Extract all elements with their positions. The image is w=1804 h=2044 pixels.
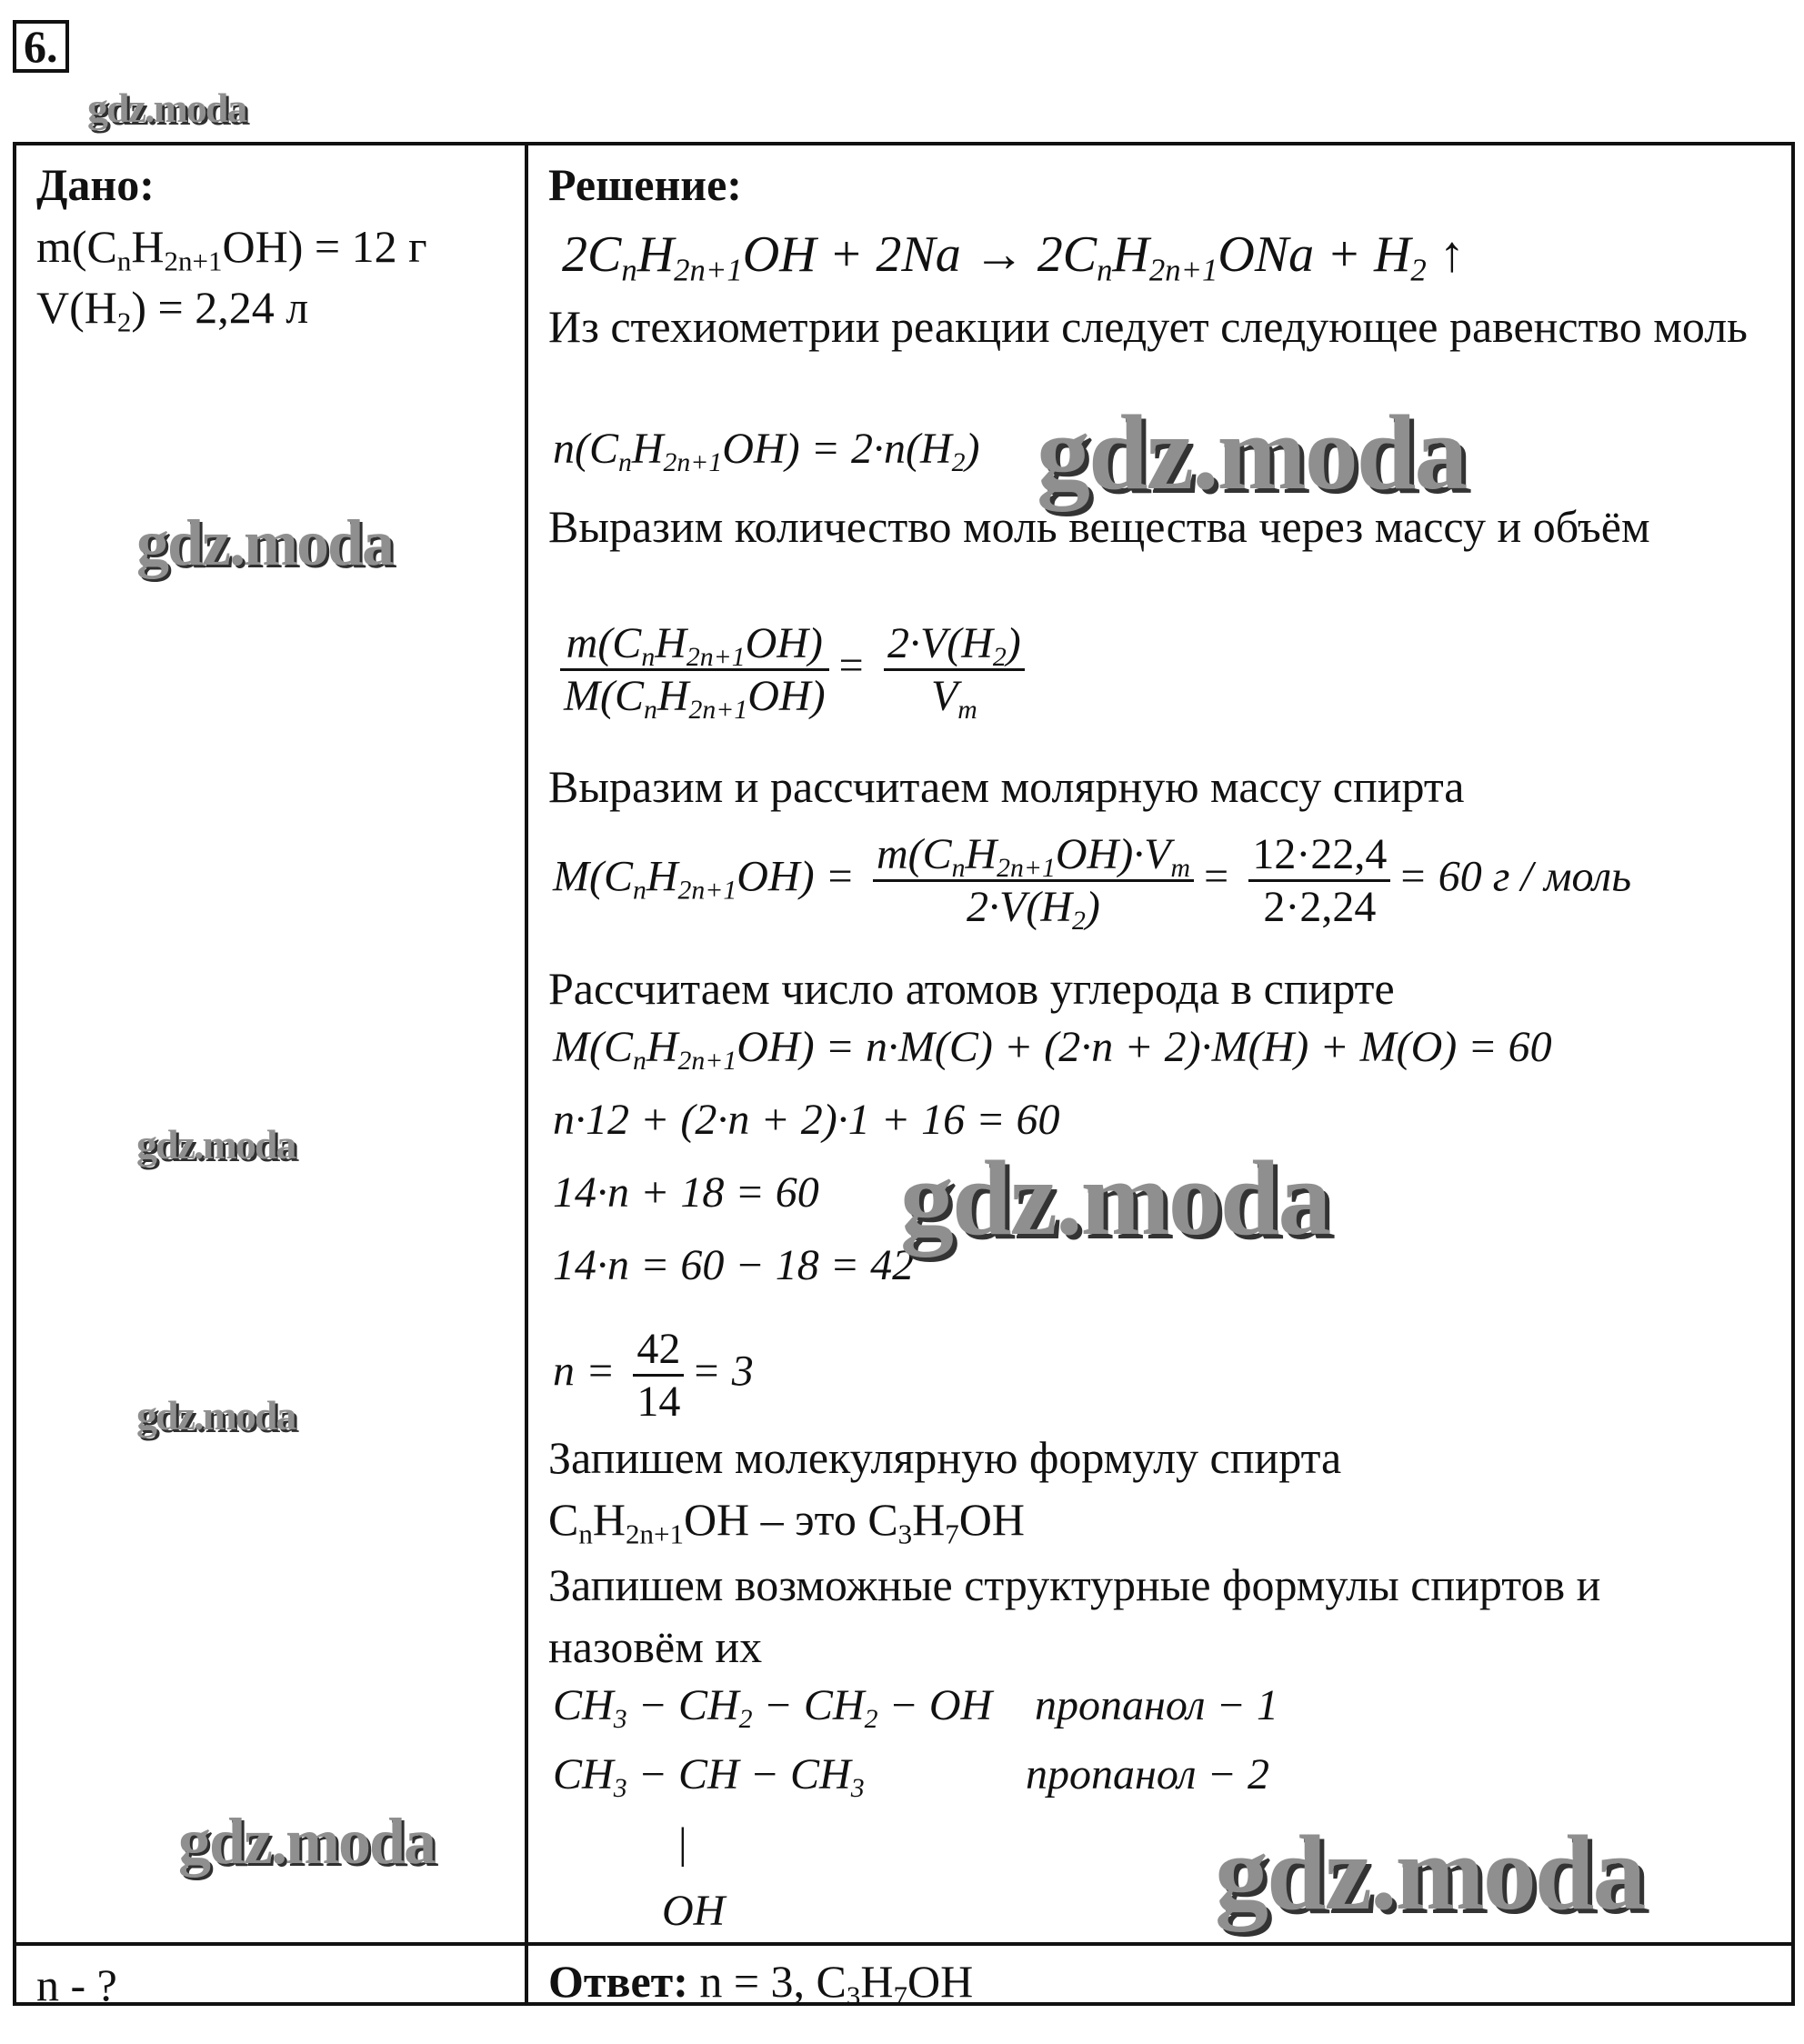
formula-text: Запишем молекулярную формулу спирта: [548, 1432, 1342, 1483]
struct-2-bond: |: [678, 1819, 687, 1868]
given-mass: $m(C_nH_{2n+1}OH) = 12$ г: [36, 220, 427, 276]
column-divider: [525, 145, 528, 2002]
struct-2-name: пропанол − 2: [1026, 1750, 1269, 1799]
find-value: n - ?: [36, 1959, 117, 2010]
answer-label: Ответ:: [548, 1956, 688, 2007]
answer-value: n = 3, $C_3H_7OH$: [699, 1956, 974, 2012]
given-column: [36, 155, 427, 339]
watermark: gdz.moda: [1037, 393, 1467, 512]
express-text: Выразим количество моль вещества через массу и объём: [548, 501, 1650, 552]
watermark: gdz.moda: [136, 1392, 296, 1438]
carbon-equation-3: 14·n + 18 = 60: [553, 1168, 819, 1217]
given-heading: Дано:: [36, 159, 155, 210]
stoich-text: Из стехиометрии реакции следует следующее равенство моль: [548, 301, 1748, 352]
struct-1-formula: $CH_3 - CH_2 - CH_2$ − OH: [553, 1681, 993, 1734]
reaction-equation: $2C_nH_{2n+1}OH + 2Na \to 2C_nH_{2n+1}ONa + H_2$ ↑: [562, 226, 1465, 288]
molar-result: = 60 г / моль: [1398, 852, 1632, 901]
ratio-equation: $\frac{m(C_nH_{2n+1}OH)}{M(C_nH_{2n+1}OH)}$ = $\frac{2\cdot V(H_2)}{V_m}$: [553, 618, 1032, 721]
carbon-equation-1: $M(C_nH_{2n+1}OH) = n\cdot M(C) + (2\cdot n + 2)\cdot M(H) + M(O) = 60$: [553, 1023, 1552, 1076]
struct-text: Запишем возможные структурные формулы спиртов и назовём их: [548, 1559, 1601, 1672]
row-divider: [16, 1942, 1791, 1946]
molar-equation: $M(C_nH_{2n+1}OH)$ = $\frac{m(C_nH_{2n+1}OH)\cdot V_m}{2\cdot V(H_2)}$ = $\frac{12\cdot 22,4}{2\cdot 2,24}$ = 60 г / моль: [553, 830, 1632, 936]
moles-equation: $n(C_nH_{2n+1}OH) = 2\cdot n(H_2)$: [553, 425, 980, 477]
formula-line: $C_nH_{2n+1}OH$ – это $C_3H_7OH$: [548, 1494, 1025, 1550]
molar-fraction-2: $\frac{12\cdot 22,4}{2\cdot 2,24}$: [1248, 829, 1390, 932]
problem-number: 6.: [13, 20, 69, 73]
struct-2-oh: OH: [662, 1887, 726, 1935]
ratio-lhs-fraction: $\frac{m(C_nH_{2n+1}OH)}{M(C_nH_{2n+1}OH)}$: [560, 618, 829, 721]
n-fraction: $\frac{42}{14}$: [633, 1324, 684, 1427]
solution-column: [548, 155, 742, 216]
struct-1-name: пропанол − 1: [1035, 1681, 1278, 1729]
carbon-text: Рассчитаем число атомов углерода в спирте: [548, 963, 1395, 1014]
watermark: gdz.moda: [136, 1121, 296, 1167]
watermark: gdz.moda: [900, 1138, 1330, 1257]
watermark: gdz.moda: [136, 506, 394, 579]
carbon-equation-2: n·12 + (2·n + 2)·1 + 16 = 60: [553, 1096, 1060, 1144]
molar-text: Выразим и рассчитаем молярную массу спирта: [548, 761, 1465, 812]
carbon-equation-4: 14·n = 60 − 18 = 42: [553, 1241, 915, 1289]
watermark: gdz.moda: [178, 1805, 436, 1878]
solution-heading: Решение:: [548, 159, 742, 210]
struct-2-formula: $CH_3$ − CH − $CH_3$: [553, 1750, 865, 1803]
ratio-rhs-fraction: $\frac{2\cdot V(H_2)}{V_m}$: [884, 618, 1025, 721]
solution-table: [13, 142, 1795, 2012]
answer: [548, 1955, 974, 2012]
watermark: gdz.moda: [1215, 1813, 1645, 1932]
n-equation: n = $\frac{42}{14}$ = 3: [553, 1325, 754, 1426]
watermark: gdz.moda: [87, 85, 246, 131]
given-volume: $V(H_2) = 2,24$ л: [36, 282, 309, 338]
molar-fraction-1: $\frac{m(C_nH_{2n+1}OH)\cdot V_m}{2\cdot V(H_2)}$: [873, 829, 1194, 932]
